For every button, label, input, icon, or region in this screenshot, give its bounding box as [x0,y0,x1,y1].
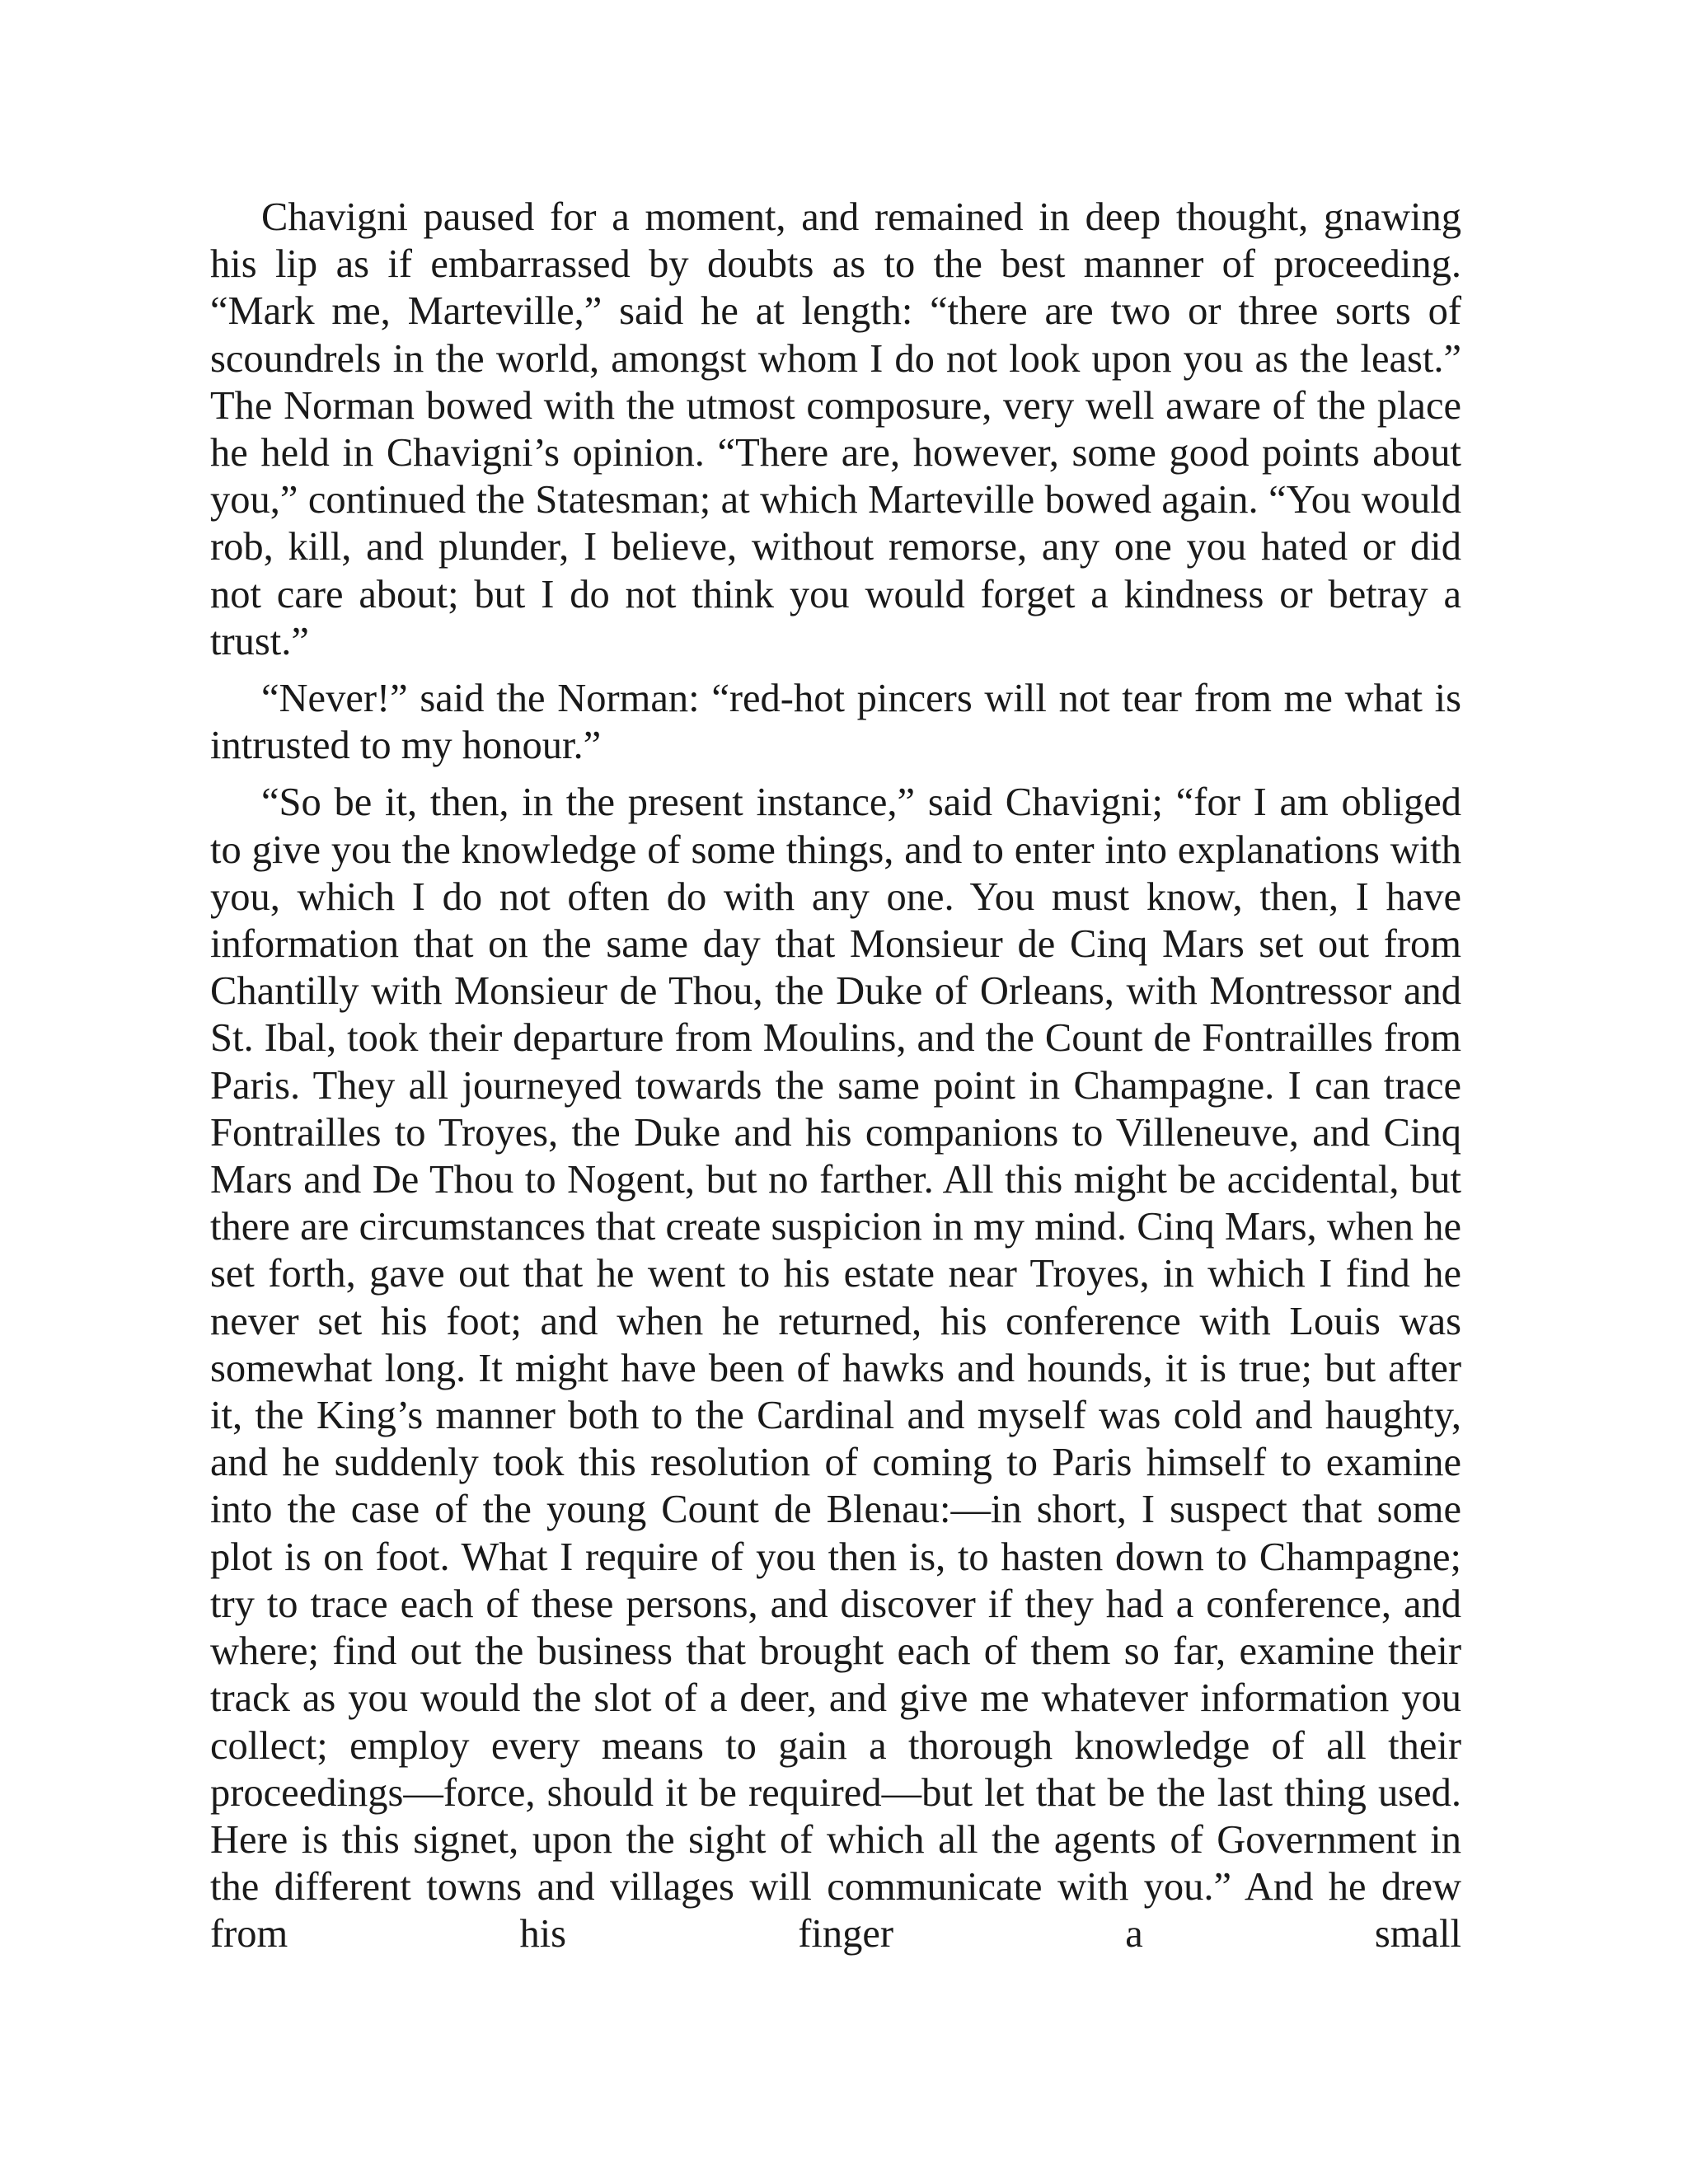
paragraph-3: “So be it, then, in the present instance,” said Chavigni; “for I am obliged to give you the knowledge of some things, and to enter into explanations with you, which I do not often do with any one. You must know, then, I have information that on the same day that Monsieur de Cinq Mars set out from Chantilly with Monsieur de Thou, the Duke of Orleans, with Montressor and St. Ibal, took their departure from Moulins, and the Count de Fontrailles from Paris. They all journeyed towards the same point in Champagne. I can trace Fontrailles to Troyes, the Duke and his companions to Villeneuve, and Cinq Mars and De Thou to Nogent, but no farther. All this might be accidental, but there are circumstances that create suspicion in my mind. Cinq Mars, when he set forth, gave out that he went to his estate near Troyes, in which I find he never set his foot; and when he returned, his conference with Louis was somewhat long. It might have been of hawks and hounds, it is true; but after it, the King’s manner both to the Cardinal and myself was cold and haughty, and he suddenly took this resolution of coming to Paris himself to examine into the case of the young Count de Blenau:—in short, I suspect that some plot is on foot. What I require of you then is, to hasten down to Champagne; try to trace each of these persons, and discover if they had a conference, and where; find out the business that brought each of them so far, examine their track as you would the slot of a deer, and give me whatever information you collect; employ every means to gain a thorough knowledge of all their proceedings—force, should it be required—but let that be the last thing used. Here is this signet, upon the sight of which all the agents of Government in the different towns and villages will communicate with you.” And he drew from his finger a small [210,780,1461,1957]
page-body [210,194,1461,1958]
paragraph-2: “Never!” said the Norman: “red-hot pincers will not tear from me what is intrusted to my honour.” [210,677,1461,768]
paragraph-1: Chavigni paused for a moment, and remained in deep thought, gnawing his lip as if embarrassed by doubts as to the best manner of proceeding. “Mark me, Marteville,” said he at length: “there are two or three sorts of scoundrels in the world, amongst whom I do not look upon you as the least.” The Norman bowed with the utmost composure, very well aware of the place he held in Chavigni’s opinion. “There are, however, some good points about you,” continued the Statesman; at which Marteville bowed again. “You would rob, kill, and plunder, I believe, without remorse, any one you hated or did not care about; but I do not think you would forget a kindness or betray a trust.” [210,195,1461,663]
